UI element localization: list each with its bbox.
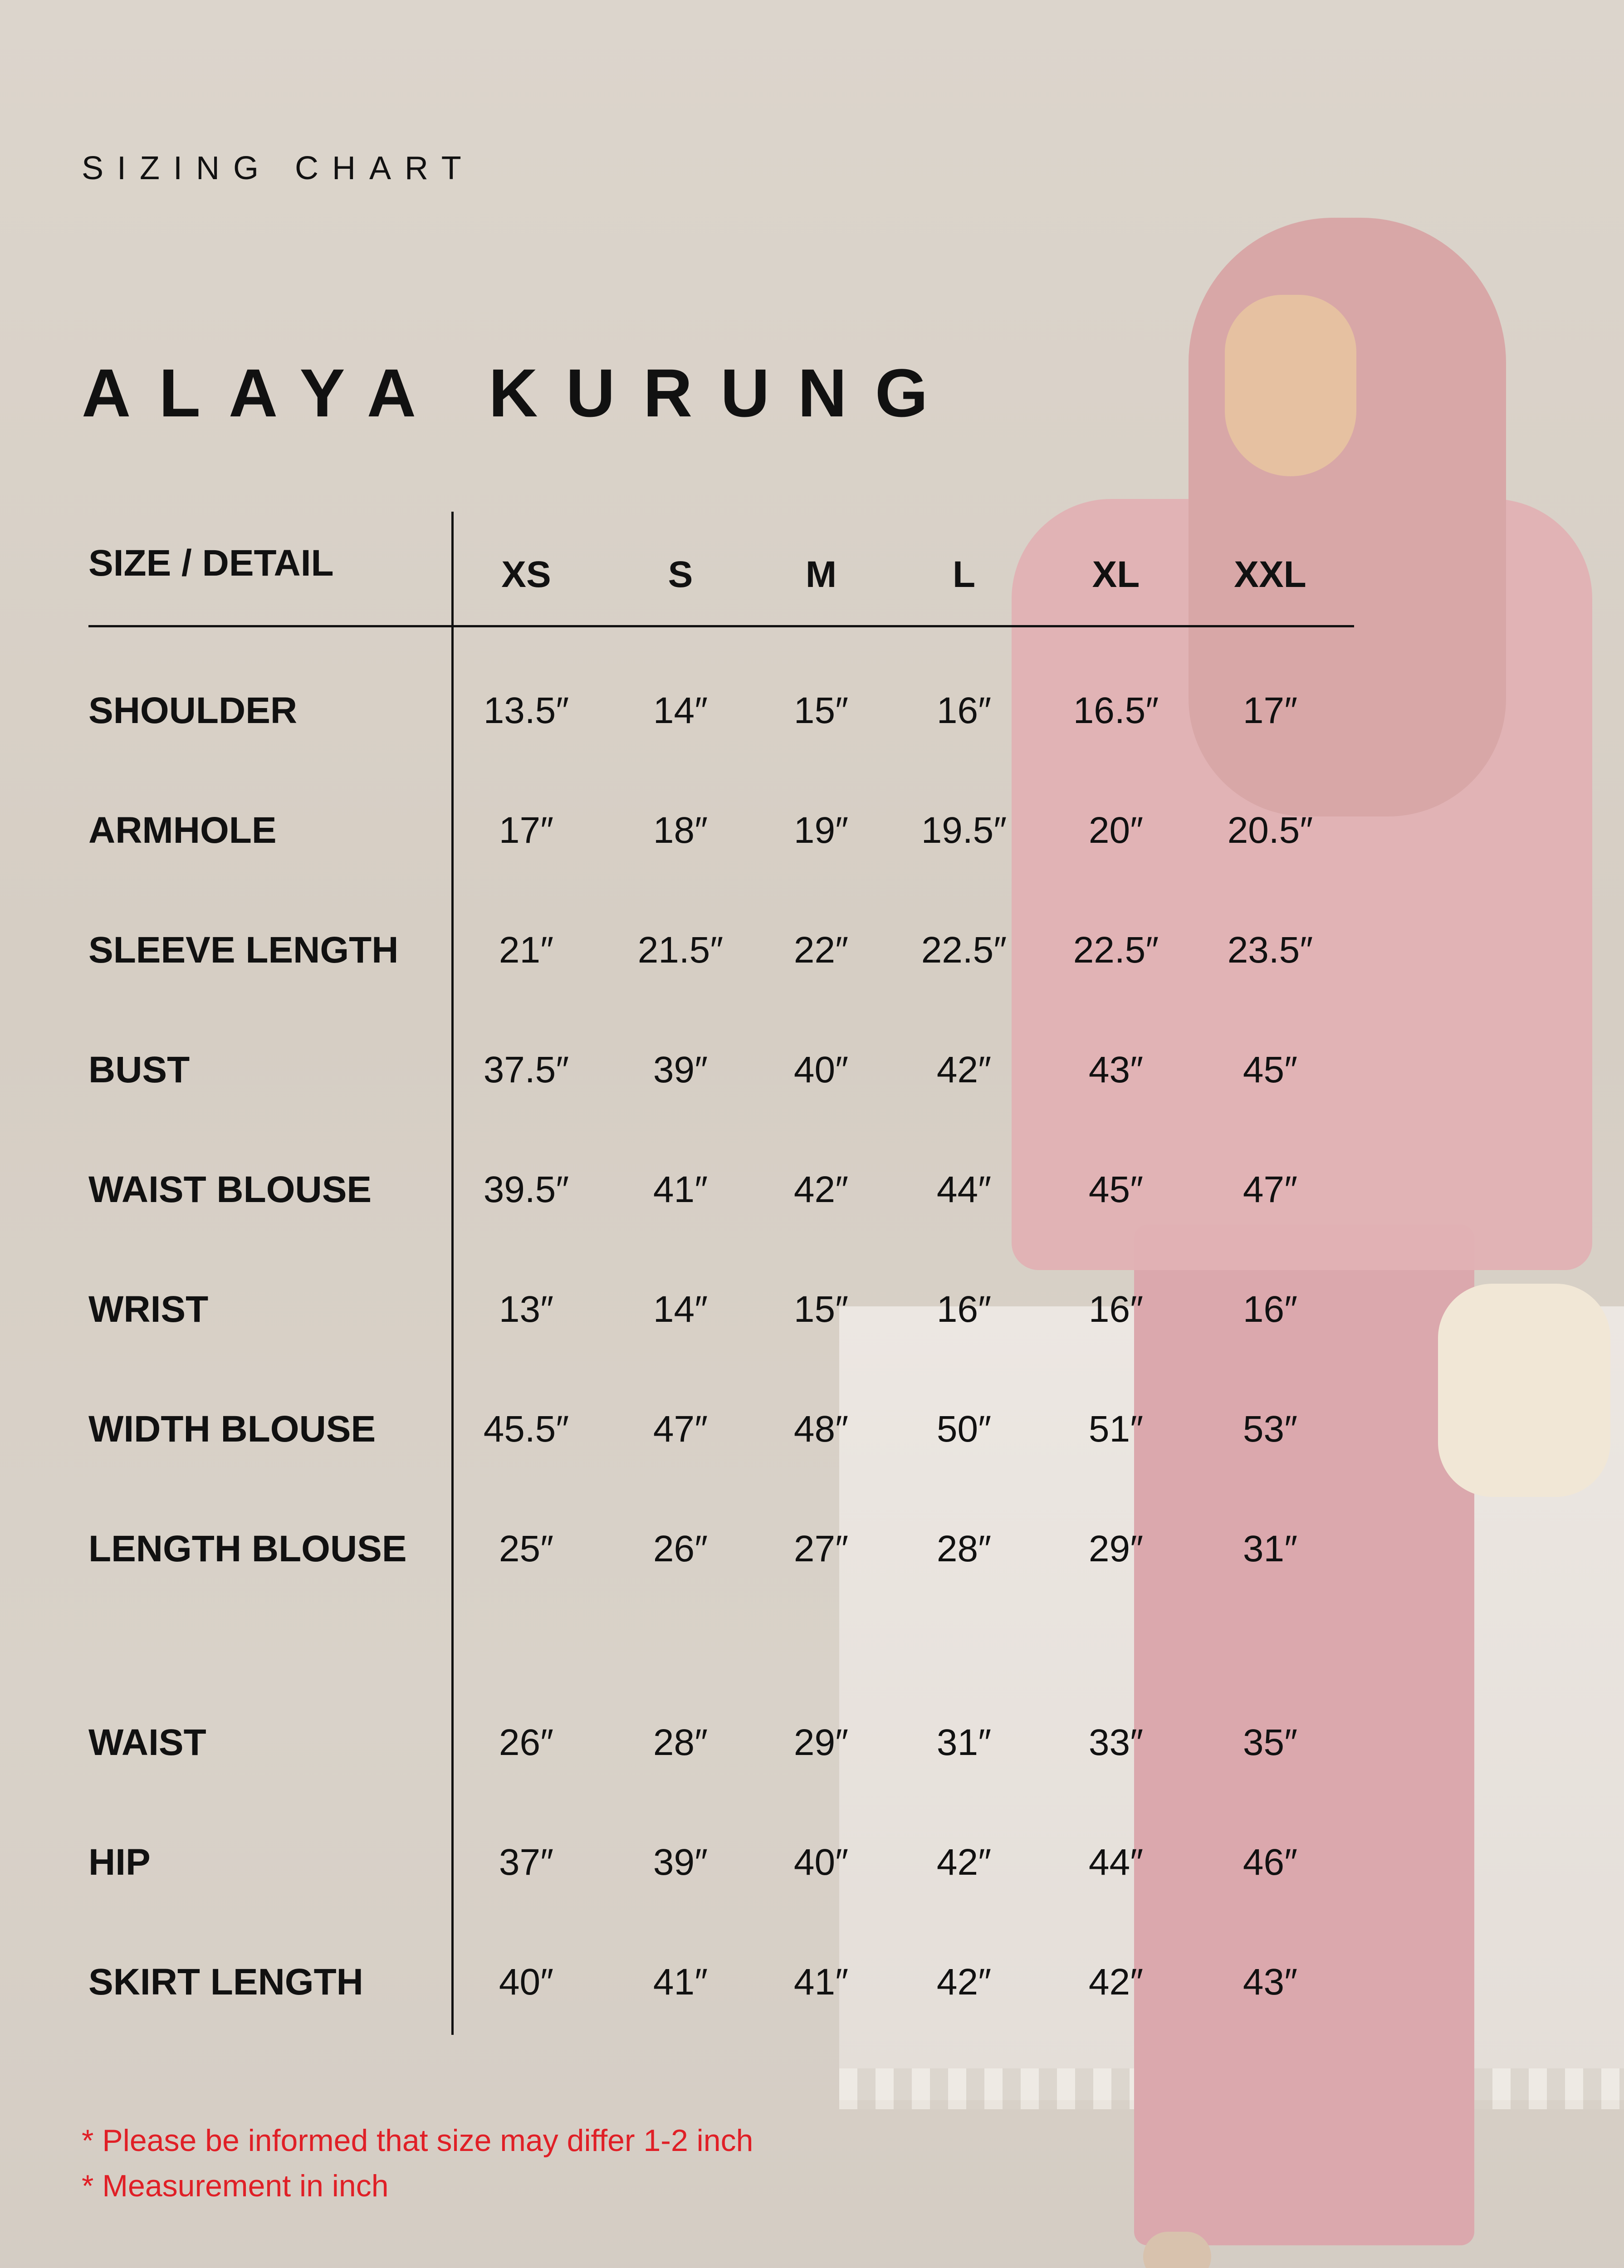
- measurement-cell: 42″: [1088, 1961, 1144, 2003]
- size-header-xl: XL: [1092, 554, 1140, 595]
- measurement-cell: 22.5″: [1073, 929, 1159, 971]
- size-header-xxl: XXL: [1234, 554, 1306, 595]
- row-label: BUST: [88, 1049, 190, 1090]
- measurement-cell: 42″: [936, 1049, 992, 1090]
- row-label: SLEEVE LENGTH: [88, 929, 399, 971]
- measurement-cell: 39.5″: [483, 1169, 569, 1210]
- measurement-cell: 21″: [499, 929, 554, 971]
- measurement-cell: 39″: [653, 1049, 708, 1090]
- measurement-cell: 15″: [793, 690, 849, 731]
- measurement-cell: 41″: [653, 1961, 708, 2003]
- measurement-cell: 29″: [1088, 1528, 1144, 1569]
- measurement-cell: 13″: [499, 1289, 554, 1330]
- size-difference-note: * Please be informed that size may differ 1-2 inch: [82, 2123, 753, 2158]
- measurement-cell: 43″: [1242, 1961, 1298, 2003]
- table-header-divider: [88, 625, 1354, 627]
- measurement-cell: 47″: [653, 1408, 708, 1450]
- measurement-cell: 35″: [1242, 1722, 1298, 1763]
- measurement-cell: 43″: [1088, 1049, 1144, 1090]
- measurement-cell: 22.5″: [921, 929, 1007, 971]
- row-label: HIP: [88, 1842, 151, 1883]
- measurement-cell: 42″: [793, 1169, 849, 1210]
- measurement-cell: 40″: [499, 1961, 554, 2003]
- measurement-cell: 16″: [1242, 1289, 1298, 1330]
- measurement-cell: 16.5″: [1073, 690, 1159, 731]
- measurement-cell: 45.5″: [483, 1408, 569, 1450]
- measurement-cell: 47″: [1242, 1169, 1298, 1210]
- size-header-xs: XS: [501, 554, 551, 595]
- row-label: WAIST BLOUSE: [88, 1169, 372, 1210]
- measurement-cell: 20.5″: [1227, 810, 1313, 851]
- measurement-cell: 25″: [499, 1528, 554, 1569]
- measurement-cell: 44″: [936, 1169, 992, 1210]
- row-label: SHOULDER: [88, 690, 298, 731]
- measurement-cell: 40″: [793, 1842, 849, 1883]
- row-label: WRIST: [88, 1289, 209, 1330]
- row-label: WAIST: [88, 1722, 206, 1763]
- measurement-cell: 23.5″: [1227, 929, 1313, 971]
- measurement-cell: 44″: [1088, 1842, 1144, 1883]
- measurement-cell: 33″: [1088, 1722, 1144, 1763]
- measurement-cell: 22″: [793, 929, 849, 971]
- measurement-cell: 41″: [653, 1169, 708, 1210]
- measurement-cell: 19.5″: [921, 810, 1007, 851]
- measurement-cell: 28″: [936, 1528, 992, 1569]
- measurement-cell: 18″: [653, 810, 708, 851]
- measurement-cell: 29″: [793, 1722, 849, 1763]
- measurement-cell: 45″: [1088, 1169, 1144, 1210]
- measurement-cell: 31″: [1242, 1528, 1298, 1569]
- measurement-cell: 16″: [936, 1289, 992, 1330]
- measurement-cell: 46″: [1242, 1842, 1298, 1883]
- measurement-cell: 17″: [1242, 690, 1298, 731]
- row-label: SKIRT LENGTH: [88, 1961, 363, 2003]
- size-header-s: S: [668, 554, 693, 595]
- measurement-cell: 48″: [793, 1408, 849, 1450]
- measurement-cell: 20″: [1088, 810, 1144, 851]
- row-label: WIDTH BLOUSE: [88, 1408, 376, 1450]
- row-label: LENGTH BLOUSE: [88, 1528, 407, 1569]
- table-corner-label: SIZE / DETAIL: [88, 543, 334, 584]
- measurement-cell: 14″: [653, 1289, 708, 1330]
- measurement-cell: 21.5″: [637, 929, 724, 971]
- measurement-cell: 26″: [653, 1528, 708, 1569]
- measurement-cell: 40″: [793, 1049, 849, 1090]
- measurement-cell: 15″: [793, 1289, 849, 1330]
- size-header-m: M: [805, 554, 837, 595]
- measurement-cell: 45″: [1242, 1049, 1298, 1090]
- measurement-cell: 37.5″: [483, 1049, 569, 1090]
- measurement-cell: 13.5″: [483, 690, 569, 731]
- measurement-cell: 41″: [793, 1961, 849, 2003]
- measurement-cell: 37″: [499, 1842, 554, 1883]
- product-title: ALAYA KURUNG: [82, 355, 956, 431]
- measurement-cell: 16″: [1088, 1289, 1144, 1330]
- table-vertical-divider: [451, 512, 454, 2035]
- measurement-cell: 42″: [936, 1961, 992, 2003]
- measurement-cell: 53″: [1242, 1408, 1298, 1450]
- measurement-cell: 31″: [936, 1722, 992, 1763]
- measurement-cell: 51″: [1088, 1408, 1144, 1450]
- measurement-cell: 19″: [793, 810, 849, 851]
- measurement-cell: 28″: [653, 1722, 708, 1763]
- size-header-l: L: [952, 554, 976, 595]
- measurement-cell: 14″: [653, 690, 708, 731]
- row-label: ARMHOLE: [88, 810, 277, 851]
- measurement-cell: 26″: [499, 1722, 554, 1763]
- measurement-cell: 17″: [499, 810, 554, 851]
- measurement-cell: 27″: [793, 1528, 849, 1569]
- measurement-unit-note: * Measurement in inch: [82, 2169, 389, 2203]
- chart-subtitle: SIZING CHART: [82, 150, 475, 186]
- measurement-cell: 50″: [936, 1408, 992, 1450]
- measurement-cell: 39″: [653, 1842, 708, 1883]
- measurement-cell: 42″: [936, 1842, 992, 1883]
- measurement-cell: 16″: [936, 690, 992, 731]
